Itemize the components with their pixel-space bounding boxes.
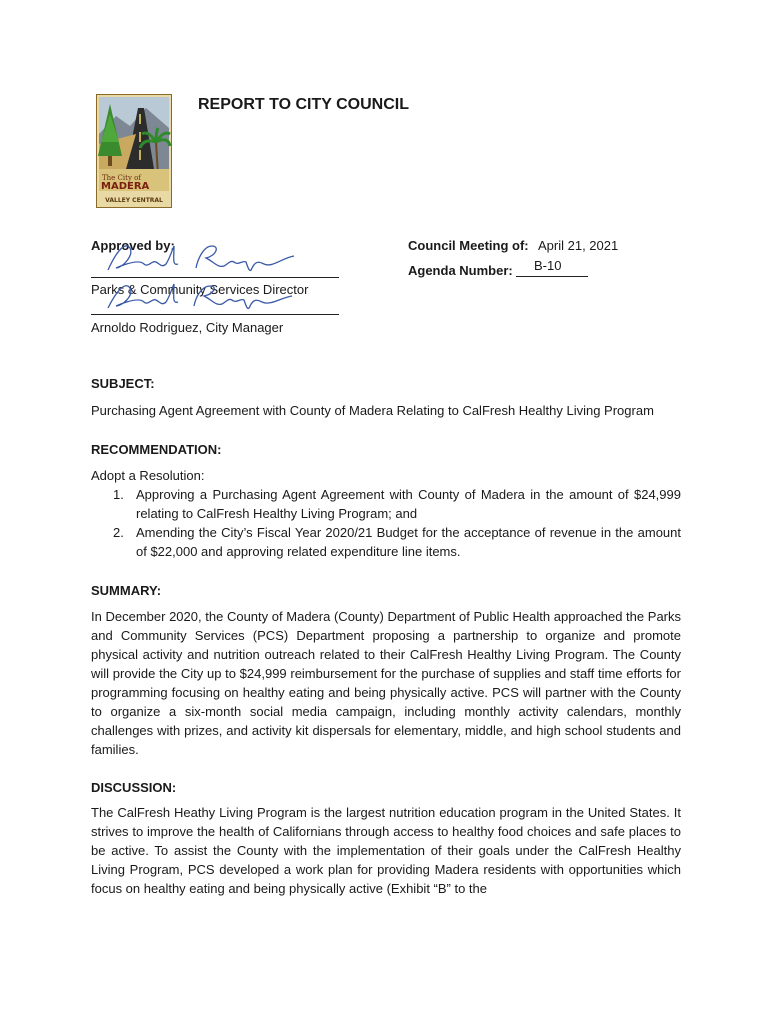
discussion-heading: DISCUSSION: xyxy=(91,780,177,795)
summary-heading: SUMMARY: xyxy=(91,583,162,598)
signer-1-title: Parks & Community Services Director xyxy=(91,282,309,297)
subject-heading: SUBJECT: xyxy=(91,376,155,391)
logo-line3: VALLEY CENTRAL xyxy=(105,197,163,204)
agenda-number-label: Agenda Number: xyxy=(408,263,513,278)
recommendation-list xyxy=(91,485,681,561)
approved-by-label: Approved by: xyxy=(91,238,175,253)
recommendation-heading: RECOMMENDATION: xyxy=(91,442,222,457)
signature-line-2 xyxy=(91,314,339,315)
agenda-number-line xyxy=(516,276,588,277)
recommendation-item xyxy=(91,485,681,523)
recommendation-item-number: 1. xyxy=(113,487,124,502)
logo-line1: The City of xyxy=(102,174,141,182)
logo-graphic xyxy=(96,94,172,208)
agenda-number-value: B-10 xyxy=(534,258,562,273)
report-title: REPORT TO CITY COUNCIL xyxy=(198,96,409,113)
discussion-text: The CalFresh Heathy Living Program is the largest nutrition education program in the United States. It strives to improve the health of Californians through access to healthy food choices and safe places to be active. To assist the County with the implementation of their goals under the CalFresh Healthy Living Program, PCS developed a work plan for providing Madera residents with opportunities which focus on healthy eating and being physically active (Exhibit “B” to the xyxy=(91,805,681,896)
recommendation-item-text: Amending the City’s Fiscal Year 2020/21 Budget for the acceptance of revenue in the amount of $22,000 and approving related expenditure line items. xyxy=(136,525,681,559)
signer-2-title: Arnoldo Rodriguez, City Manager xyxy=(91,320,284,335)
council-meeting-date: April 21, 2021 xyxy=(538,238,619,253)
recommendation-item-number: 2. xyxy=(113,525,124,540)
city-of-madera-logo xyxy=(96,94,172,208)
logo-line2: MADERA xyxy=(101,181,150,192)
recommendation-item-text: Approving a Purchasing Agent Agreement with County of Madera in the amount of $24,999 relating to CalFresh Healthy Living Program; and xyxy=(136,487,681,521)
council-meeting-label: Council Meeting of: xyxy=(408,238,529,253)
recommendation-body xyxy=(91,466,681,561)
summary-text: In December 2020, the County of Madera (County) Department of Public Health approached the Parks and Community Services (PCS) Department proposing a partnership to organize and promote physical activity and nutrition outreach related to their CalFresh Healthy Living Program. The County will provide the City up to $24,999 reimbursement for the purchase of supplies and staff time efforts for programming focusing on healthy eating and being physically active. PCS will partner with the County to organize a six-month social media campaign, including monthly activity calendars, monthly challenges with prizes, and activity kit dispersals for elementary, middle, and high school students and families. xyxy=(91,609,681,757)
recommendation-item xyxy=(91,523,681,561)
signature-line-1 xyxy=(91,277,339,278)
recommendation-intro: Adopt a Resolution: xyxy=(91,468,205,483)
subject-text: Purchasing Agent Agreement with County of Madera Relating to CalFresh Healthy Living Program xyxy=(91,403,654,418)
